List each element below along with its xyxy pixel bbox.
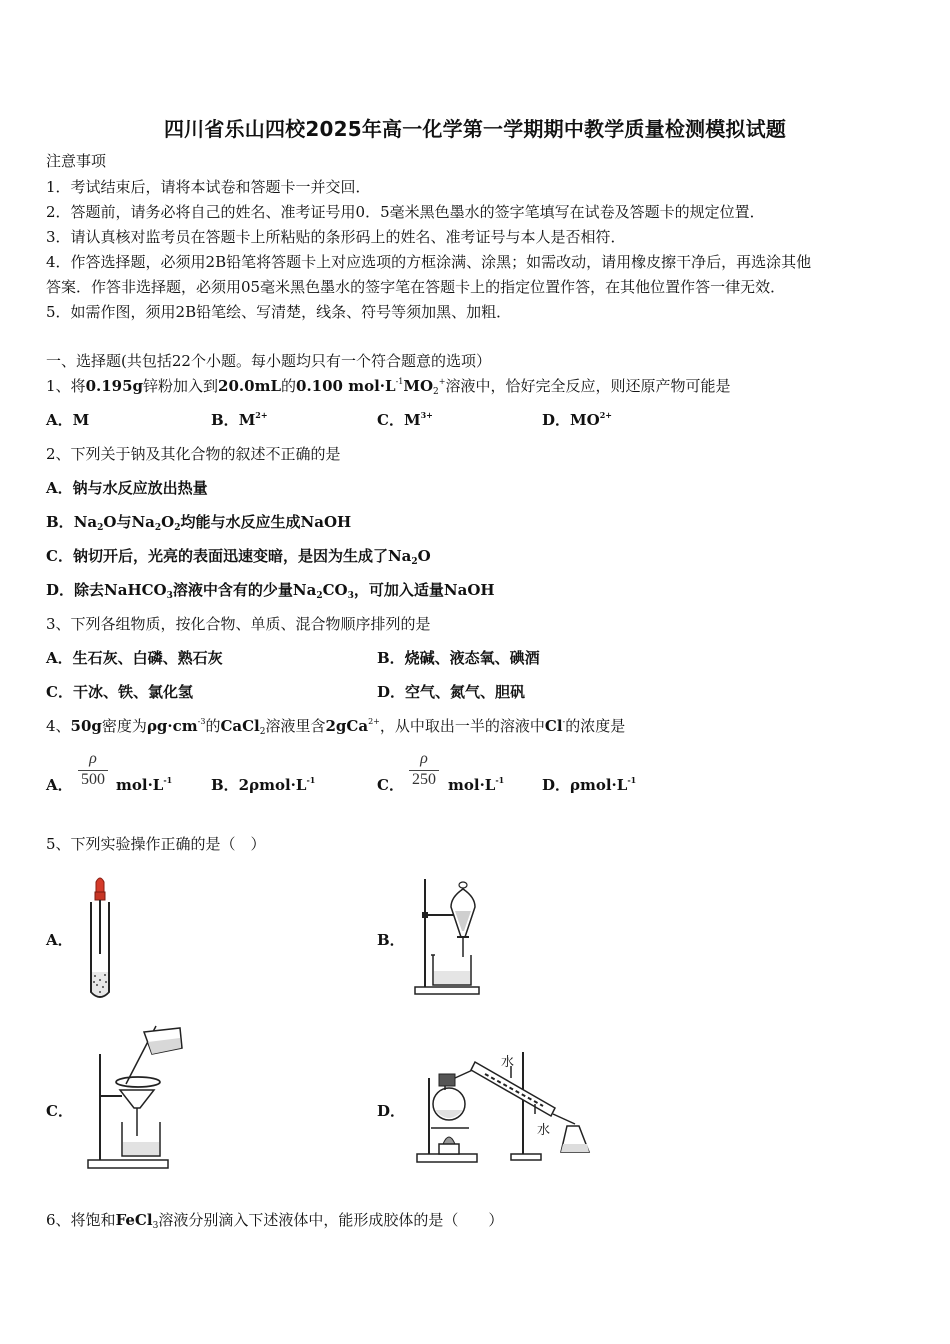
notice-item-4-cont: 答案．作答非选择题，必须用05毫米黑色墨水的签字笔在答题卡上的指定位置作答，在其他位置作答一律无效．	[46, 278, 786, 296]
notice-item-5: 5．如需作图，须用2B铅笔绘、写清楚，线条、符号等须加黑、加粗．	[46, 303, 512, 321]
filtration-figure	[86, 1024, 196, 1174]
water-inlet-label: 水	[501, 1055, 515, 1070]
q4-option-c-unit: $mol\cdot L^{-1}$	[448, 775, 505, 794]
q1-option-c: C．$M^{3+}$	[377, 410, 433, 429]
q5-option-c-label: C．	[46, 1102, 73, 1120]
question-1-stem: 1、将0.195g锌粉加入到20.0mL的0.100 $mol\cdot L^{-1}MO_2^+$溶液中，恰好完全反应，则还原产物可能是	[46, 377, 731, 397]
section-heading: 一、选择题(共包括22个小题。每小题均只有一个符合题意的选项）	[46, 352, 491, 370]
notice-item-4: 4．作答选择题，必须用2B铅笔将答题卡上对应选项的方框涂满、涂黑；如需改动，请用橡皮擦干净后，再选涂其他	[46, 253, 812, 271]
q2-option-a: A．钠与水反应放出热量	[46, 479, 208, 497]
q2-option-d: D．除去NaHCO$_3$溶液中含有的少量$Na_2CO_3$，可加入适量NaOH	[46, 581, 495, 601]
q1-option-b: B．$M^{2+}$	[211, 410, 268, 429]
q1-option-a: A．M	[46, 411, 90, 429]
q3-option-a: A．生石灰、白磷、熟石灰	[46, 649, 223, 667]
q4-option-c-label: C．	[377, 776, 404, 794]
distillation-figure	[415, 1048, 595, 1166]
page-title: 四川省乐山四校2025年高一化学第一学期期中教学质量检测模拟试题	[163, 117, 787, 141]
notice-item-1: 1．考试结束后，请将本试卷和答题卡一并交回．	[46, 178, 371, 196]
q3-option-b: B．烧碱、液态氧、碘酒	[377, 649, 540, 667]
question-3-stem: 3、下列各组物质，按化合物、单质、混合物顺序排列的是	[46, 615, 431, 633]
dropper-test-tube-figure	[80, 872, 124, 1004]
question-5-stem: 5、下列实验操作正确的是（ ）	[46, 835, 266, 853]
q4-option-d: D．$\rho mol\cdot L^{-1}$	[542, 775, 637, 794]
q4-option-b: B．$2\rho mol\cdot L^{-1}$	[211, 775, 316, 794]
question-4-stem: 4、50g密度为$\rho g\cdot cm^{-3}$的CaCl$_2$溶液里含2gCa$^{2+}$，从中取出一半的溶液中Cl-的浓度是	[46, 717, 626, 737]
separatory-funnel-figure	[413, 875, 493, 997]
q4-option-a-fraction: ρ 500	[76, 750, 110, 789]
notice-heading: 注意事项	[46, 152, 107, 170]
q5-option-d-label: D．	[377, 1102, 406, 1120]
question-6-stem: 6、将饱和FeCl$_3$溶液分别滴入下述液体中，能形成胶体的是（ ）	[46, 1211, 504, 1231]
q4-option-a-unit: $mol\cdot L^{-1}$	[116, 775, 173, 794]
water-outlet-label: 水	[537, 1123, 551, 1138]
q3-option-d: D．空气、氮气、胆矾	[377, 683, 526, 701]
notice-item-2: 2．答题前，请务必将自己的姓名、准考证号用0．5毫米黑色墨水的签字笔填写在试卷及答题卡的规定位置．	[46, 203, 765, 221]
q2-option-b: B．$Na_2O$与$Na_2O_2$均能与水反应生成NaOH	[46, 513, 352, 533]
q4-option-c-fraction: ρ 250	[407, 750, 441, 789]
question-2-stem: 2、下列关于钠及其化合物的叙述不正确的是	[46, 445, 341, 463]
q4-option-a-label: A．	[46, 776, 73, 794]
q3-option-c: C．干冰、铁、氯化氢	[46, 683, 193, 701]
q5-option-b-label: B．	[377, 931, 405, 949]
notice-item-3: 3．请认真核对监考员在答题卡上所粘贴的条形码上的姓名、准考证号与本人是否相符．	[46, 228, 626, 246]
q5-option-a-label: A．	[46, 931, 73, 949]
q2-option-c: C．钠切开后，光亮的表面迅速变暗，是因为生成了$Na_2O$	[46, 547, 431, 567]
q1-option-d: D．$MO^{2+}$	[542, 410, 612, 429]
